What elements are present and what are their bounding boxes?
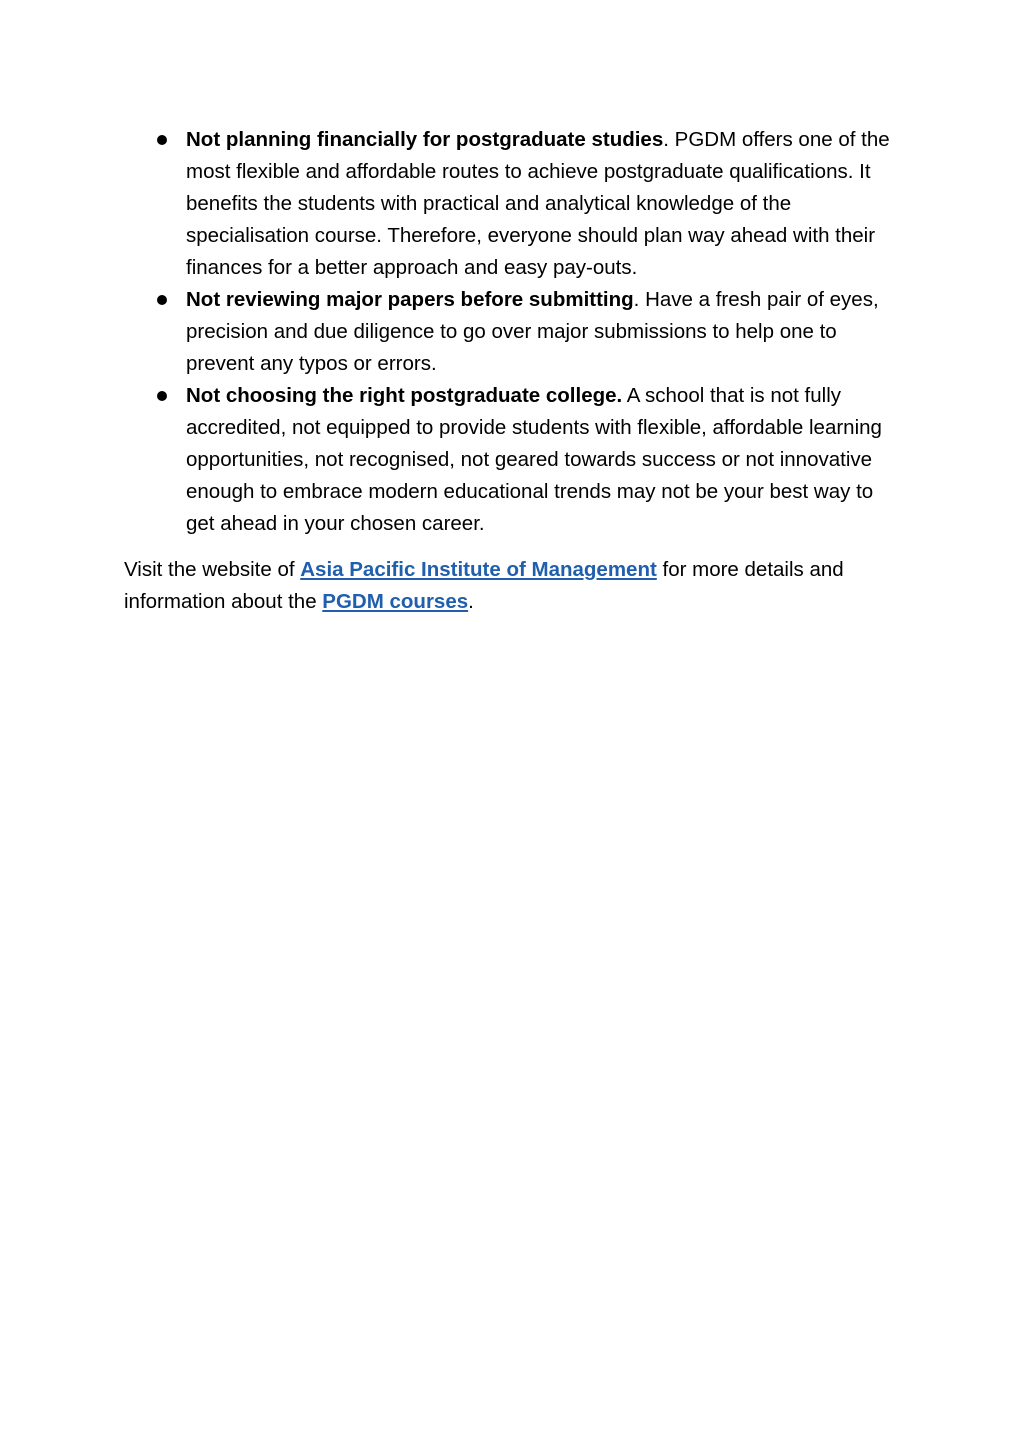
closing-suffix: . [468,590,474,613]
list-item-text: . Have a fresh pair of eyes, precision and due diligence to go over major submissions to help one to prevent any typos or errors. [186,288,879,375]
list-item-heading: Not reviewing major papers before submitting [186,288,634,311]
list-item-heading: Not choosing the right postgraduate college. [186,384,623,407]
list-item-heading: Not planning financially for postgraduate studies [186,128,664,151]
document-body [124,124,904,618]
list-item-text: . PGDM offers one of the most flexible and affordable routes to achieve postgraduate qualifications. It benefits the students with practical and analytical knowledge of the specialisation course. Therefore, everyone should plan way ahead with their finances for a better approach and easy pay-outs. [186,128,890,279]
closing-middle: for more details and information about the [124,558,844,613]
bullet-icon [157,135,167,145]
list-item-text: A school that is not fully accredited, not equipped to provide students with flexible, affordable learning opportunities, not recognised, not geared towards success or not innovative enough to embrace modern educational trends may not be your best way to get ahead in your chosen career. [186,384,882,535]
bullet-icon [157,295,167,305]
institute-link[interactable]: Asia Pacific Institute of Management [300,558,657,581]
pgdm-courses-link[interactable]: PGDM courses [322,590,469,613]
closing-prefix: Visit the website of [124,558,301,581]
mistakes-list [124,124,904,540]
list-item [124,124,904,284]
list-item [124,284,904,380]
bullet-icon [157,391,167,401]
closing-paragraph [124,554,904,618]
list-item [124,380,904,540]
